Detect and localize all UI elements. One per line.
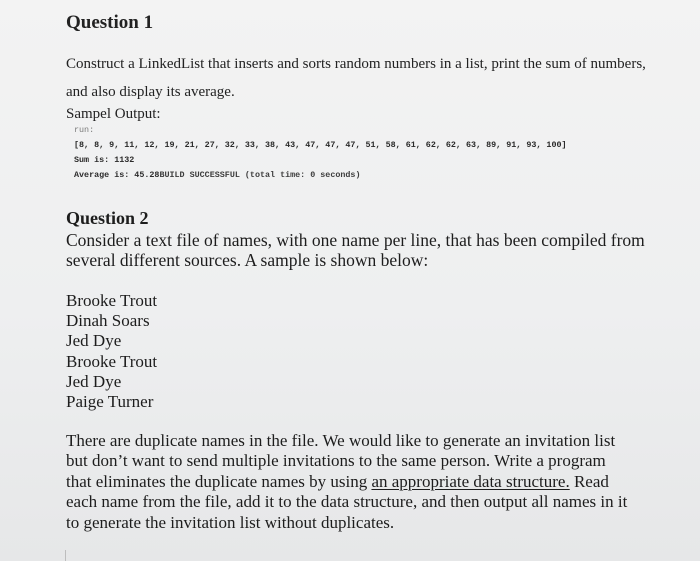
body-text: Read [569,471,609,491]
question-2-intro-line: Consider a text file of names, with one name per line, that has been compiled from [66,230,645,250]
question-2-title: Question 2 [66,208,149,228]
underlined-phrase: an appropriate data structure. [371,471,570,491]
text-cursor-mark [65,550,66,561]
name-item: Jed Dye [66,371,122,391]
sample-output-label: Sampel Output: [66,106,161,122]
body-text: that eliminates the duplicate names by using [66,471,372,491]
console-list-line: [8, 8, 9, 11, 12, 19, 21, 27, 32, 33, 38, 43, 47, 47, 47, 51, 58, 61, 62, 62, 63, 89, 91, 93, 100] [74,140,567,150]
name-item: Brooke Trout [66,291,158,310]
console-build-line: BUILD SUCCESSFUL (total time: 0 seconds) [159,170,361,180]
name-item: Jed Dye [66,331,122,351]
question-1-line: and also display its average. [66,84,235,100]
console-average-line: Average is: 45.28 [74,170,160,180]
question-2-body-line: There are duplicate names in the file. We would like to generate an invitation list [66,431,616,450]
question-2-intro-line: several different sources. A sample is shown below: [66,250,429,270]
question-2-intro [66,230,645,270]
name-item: Brooke Trout [66,351,158,371]
question-2-body-line: but don’t want to send multiple invitations to the same person. Write a program [66,451,606,471]
sample-names-list [66,291,157,412]
sample-output-console [74,123,567,183]
name-item: Paige Turner [66,392,154,412]
console-run-line: run: [74,125,95,135]
question-1-title: Question 1 [66,12,154,33]
question-1-line: Construct a LinkedList that inserts and sorts random numbers in a list, print the sum of numbers, [66,56,646,72]
question-2-body-line [66,472,627,492]
question-2-body-line: to generate the invitation list without duplicates. [66,512,395,532]
question-2-body [66,431,627,533]
console-sum-line: Sum is: 1132 [74,155,135,165]
question-2-body-line: each name from the file, add it to the data structure, and then output all names in it [66,492,628,512]
name-item: Dinah Soars [66,311,150,331]
question-1-text [66,50,666,106]
